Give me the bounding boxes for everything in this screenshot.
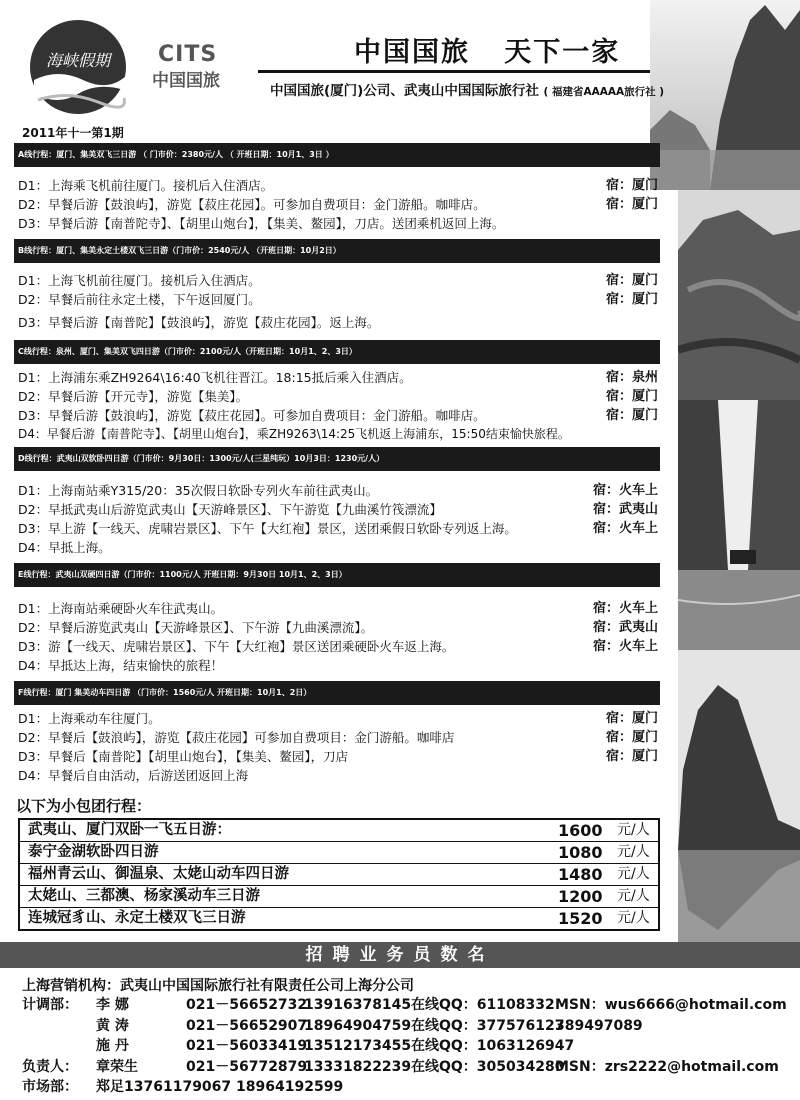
day-text: D1：上海飞机前往厦门。接机后入住酒店。 bbox=[18, 273, 261, 288]
day-text: D1：上海南站乘Y315/20：35次假日软卧专列火车前往武夷山。 bbox=[18, 483, 379, 498]
day-text: D3：早餐后游【鼓浪屿】，游览【菽庄花园】。可参加自费项目：金门游船。咖啡店。 bbox=[18, 408, 486, 423]
package-name: 太姥山、三都澳、杨家溪动车三日游 bbox=[28, 888, 260, 904]
rock-cliff-photo bbox=[678, 190, 800, 400]
itinerary-day bbox=[14, 656, 660, 675]
route-d-title: D线行程：武夷山双软卧四日游（门市价：9月30日：1300元/人(三星纯玩）10月3日：1230元/人） bbox=[14, 447, 660, 471]
peak-lake-photo bbox=[678, 650, 800, 950]
package-price: 1200 bbox=[558, 887, 603, 906]
route-d bbox=[14, 447, 660, 557]
sales-office-title: 上海营销机构：武夷山中国国际旅行社有限责任公司上海分公司 bbox=[22, 978, 414, 994]
day-text: D2：早餐后游览武夷山【天游峰景区】、下午游【九曲溪漂流】。 bbox=[18, 620, 374, 635]
day-text: D3：早餐后【南普陀】【胡里山炮台】，【集美、鳌园】，刀店 bbox=[18, 749, 349, 764]
department: 计调部： bbox=[22, 997, 78, 1013]
cits-logo-en: CITS bbox=[158, 42, 218, 67]
package-row bbox=[20, 907, 658, 929]
package-price: 1520 bbox=[558, 909, 603, 928]
day-text: D2：早餐后游【鼓浪屿】，游览【菽庄花园】。可参加自费项目：金门游船。咖啡店。 bbox=[18, 197, 486, 212]
stay-location: 宿：厦门 bbox=[605, 711, 658, 726]
contact-name: 李 娜 bbox=[96, 997, 129, 1013]
stay-location: 宿：厦门 bbox=[605, 273, 658, 288]
package-row bbox=[20, 820, 658, 841]
qq-number: 在线QQ：377576127 bbox=[411, 1018, 565, 1034]
mobile-number: 13916378145 bbox=[304, 997, 412, 1013]
stay-location: 宿：泉州 bbox=[605, 370, 658, 385]
package-row bbox=[20, 885, 658, 907]
phone-number: 021－56772879 bbox=[186, 1059, 308, 1075]
itinerary-day bbox=[14, 195, 660, 214]
department: 市场部： bbox=[22, 1079, 78, 1095]
stay-location: 宿：厦门 bbox=[605, 749, 658, 764]
day-text: D4：早餐后自由活动，后游送团返回上海 bbox=[18, 768, 249, 783]
mobile-number: 13512173455 bbox=[304, 1038, 412, 1054]
day-text: D3：早上游【一线天、虎啸岩景区】、下午【大红袍】景区，送团乘假日软卧专列返上海。 bbox=[18, 521, 517, 536]
route-f bbox=[14, 681, 660, 785]
small-group-title: 以下为小包团行程： bbox=[16, 797, 152, 815]
day-text: D2：早餐后【鼓浪屿】，游览【菽庄花园】可参加自费项目：金门游船。咖啡店 bbox=[18, 730, 455, 745]
logo-text: 海峡假期 bbox=[45, 51, 111, 70]
itinerary-day bbox=[14, 709, 660, 728]
day-text: D1：上海乘动车往厦门。 bbox=[18, 711, 161, 726]
company-title: 中国国旅(厦门)公司、武夷山中国国际旅行社 bbox=[270, 83, 539, 99]
company-name bbox=[270, 79, 664, 99]
price-unit: 元/人 bbox=[617, 822, 650, 838]
route-c-title: C线行程：泉州、厦门、集美双飞四日游（门市价：2100元/人（开班日期：10月1、2、3日） bbox=[14, 340, 660, 364]
day-text: D2：早餐后游【开元寺】，游览【集美】。 bbox=[18, 389, 249, 404]
contact-name: 施 丹 bbox=[96, 1038, 129, 1054]
stay-location: 宿：火车上 bbox=[592, 601, 658, 616]
canyon-boat-photo bbox=[678, 400, 800, 650]
itinerary-day bbox=[14, 637, 660, 656]
itinerary-day bbox=[14, 519, 660, 538]
qq-number: 在线QQ：305034280 bbox=[411, 1059, 565, 1075]
stay-location: 宿：厦门 bbox=[605, 292, 658, 307]
mountain-river-photo bbox=[650, 0, 800, 190]
itinerary-day bbox=[14, 481, 660, 500]
price-unit: 元/人 bbox=[617, 866, 650, 882]
day-text: D2：早餐后前往永定土楼，下午返回厦门。 bbox=[18, 292, 261, 307]
price-unit: 元/人 bbox=[617, 910, 650, 926]
day-text: D3：早餐后游【南普陀】【鼓浪屿】，游览【菽庄花园】。返上海。 bbox=[18, 315, 380, 330]
day-text: D1：上海南站乘硬卧火车往武夷山。 bbox=[18, 601, 224, 616]
price-unit: 元/人 bbox=[617, 888, 650, 904]
route-b bbox=[14, 239, 660, 332]
itinerary-day bbox=[14, 368, 660, 387]
itinerary-day bbox=[14, 387, 660, 406]
stay-location: 宿：武夷山 bbox=[592, 620, 658, 635]
day-text: D4：早餐后游【南普陀寺】、【胡里山炮台】，乘ZH9263\14:25飞机返上海浦东，15:50结束愉快旅程。 bbox=[18, 427, 570, 441]
day-text: D4：早抵上海。 bbox=[18, 540, 111, 555]
package-name: 泰宁金湖软卧四日游 bbox=[28, 844, 159, 860]
recruitment-banner: 招聘业务员数名 bbox=[0, 942, 800, 968]
package-price: 1080 bbox=[558, 843, 603, 862]
itinerary-day bbox=[14, 214, 660, 233]
stay-location: 宿：厦门 bbox=[605, 408, 658, 423]
day-text: D4：早抵达上海，结束愉快的旅程！ bbox=[18, 658, 224, 673]
itinerary-day bbox=[14, 176, 660, 195]
phone-number: 021－56033419 bbox=[186, 1038, 308, 1054]
route-b-title: B线行程：厦门、集美永定土楼双飞三日游（门市价：2540元/人 （开班日期：10月2日） bbox=[14, 239, 660, 263]
day-text: D2：早抵武夷山后游览武夷山【天游峰景区】、下午游览【九曲溪竹筏漂流】 bbox=[18, 502, 442, 517]
itinerary-day bbox=[14, 538, 660, 557]
package-row bbox=[20, 841, 658, 863]
package-name: 连城冠豸山、永定土楼双飞三日游 bbox=[28, 910, 246, 926]
day-text: D1：上海乘飞机前往厦门。接机后入住酒店。 bbox=[18, 178, 274, 193]
haixia-logo bbox=[28, 18, 128, 116]
stay-location: 宿：厦门 bbox=[605, 730, 658, 745]
mobile-number: 13331822239 bbox=[304, 1059, 412, 1075]
itinerary-day bbox=[14, 290, 660, 309]
stay-location: 宿：厦门 bbox=[605, 197, 658, 212]
day-text: D3：早餐后游【南普陀寺】、【胡里山炮台】，【集美、鳌园】，刀店。送团乘机返回上海。 bbox=[18, 216, 505, 231]
package-name: 武夷山、厦门双卧一飞五日游： bbox=[28, 822, 231, 838]
stay-location: 宿：火车上 bbox=[592, 521, 658, 536]
department: 负责人： bbox=[22, 1059, 78, 1075]
itinerary-day bbox=[14, 766, 660, 785]
issue-number: 2011年十一第1期 bbox=[22, 126, 124, 140]
itinerary-day bbox=[14, 599, 660, 618]
route-a bbox=[14, 143, 660, 233]
itinerary-day bbox=[14, 406, 660, 425]
package-name: 福州青云山、御温泉、太姥山动车四日游 bbox=[28, 866, 289, 882]
market-contact: 郑足13761179067 18964192599 bbox=[96, 1079, 344, 1095]
qq-number: 在线QQ：1063126947 bbox=[411, 1038, 575, 1054]
header-divider bbox=[258, 70, 650, 73]
contact-name: 章荣生 bbox=[96, 1059, 138, 1075]
itinerary-day bbox=[14, 425, 660, 444]
itinerary-day bbox=[14, 313, 660, 332]
msn-address: MSN：zrs2222@hotmail.com bbox=[555, 1059, 779, 1075]
itinerary-day bbox=[14, 728, 660, 747]
package-price: 1600 bbox=[558, 821, 603, 840]
route-e bbox=[14, 563, 660, 675]
package-price: 1480 bbox=[558, 865, 603, 884]
stay-location: 宿：火车上 bbox=[592, 639, 658, 654]
day-text: D1：上海浦东乘ZH9264\16:40飞机往晋江。18:15抵后乘入住酒店。 bbox=[18, 370, 412, 385]
phone-number: 021－56652732 bbox=[186, 997, 308, 1013]
route-a-title: A线行程：厦门、集美双飞三日游 （ 门市价：2380元/人 （ 开班日期：10月1、3日 ） bbox=[14, 143, 660, 167]
stay-location: 宿：火车上 bbox=[592, 483, 658, 498]
small-group-table bbox=[18, 818, 660, 931]
route-f-title: F线行程：厦门 集美动车四日游 （门市价：1560元/人 开班日期：10月1、2日） bbox=[14, 681, 660, 705]
qq-number: 在线QQ：61108332 bbox=[411, 997, 555, 1013]
package-row bbox=[20, 863, 658, 885]
stay-location: 宿：厦门 bbox=[605, 178, 658, 193]
mobile-number: 18964904759 bbox=[304, 1018, 412, 1034]
price-unit: 元/人 bbox=[617, 844, 650, 860]
company-rating-note: ( 福建省AAAAA旅行社 ) bbox=[543, 86, 665, 98]
slogan: 中国国旅 天下一家 bbox=[354, 37, 621, 68]
cits-logo-cn: 中国国旅 bbox=[152, 71, 220, 91]
stay-location: 宿：厦门 bbox=[605, 389, 658, 404]
itinerary-day bbox=[14, 500, 660, 519]
itinerary-day bbox=[14, 747, 660, 766]
contact-name: 黄 涛 bbox=[96, 1018, 129, 1034]
phone-number: 021－56652907 bbox=[186, 1018, 308, 1034]
scenery-photo-strip bbox=[650, 0, 800, 950]
stay-location: 宿：武夷山 bbox=[592, 502, 658, 517]
msn-address: MSN：wus6666@hotmail.com bbox=[555, 997, 787, 1013]
route-c bbox=[14, 340, 660, 444]
itinerary-day bbox=[14, 271, 660, 290]
msn-address: 389497089 bbox=[555, 1018, 643, 1034]
route-e-title: E线行程：武夷山双硬四日游（门市价：1100元/人 开班日期：9月30日 10月1、2、3日） bbox=[14, 563, 660, 587]
itinerary-day bbox=[14, 618, 660, 637]
day-text: D3：游【一线天、虎啸岩景区】、下午【大红袍】景区送团乘硬卧火车返上海。 bbox=[18, 639, 455, 654]
